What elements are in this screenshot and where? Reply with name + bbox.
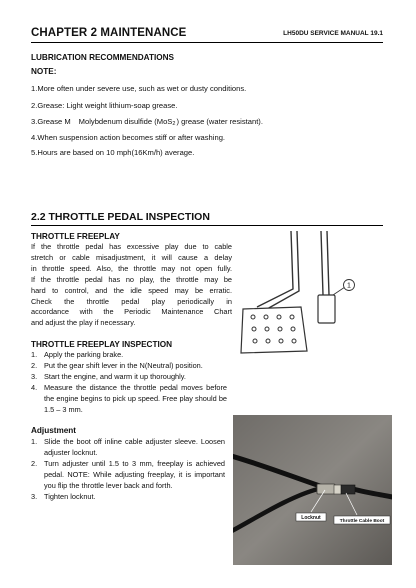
- item3-suffix: ) grease (water resistant).: [176, 117, 263, 126]
- freeplay-line: Check the throttle pedal play periodically in: [31, 296, 232, 306]
- step-text: Slide the boot off inline cable adjuster sleeve. Loosen adjuster locknut.: [44, 437, 225, 457]
- step-text: Apply the parking brake.: [44, 350, 124, 359]
- step-number: 1.: [31, 350, 38, 359]
- inspection-steps: [31, 350, 227, 415]
- chapter-title: CHAPTER 2 MAINTENANCE: [31, 27, 187, 39]
- freeplay-line: accordance with the Periodic Maintenance Chart: [31, 307, 232, 317]
- lubrication-item-1: 1.More often under severe use, such as wet or dusty conditions.: [31, 84, 247, 93]
- step-number: 3.: [31, 371, 38, 381]
- freeplay-line: hard to control, and the idle speed may be erratic.: [31, 285, 232, 295]
- lubrication-item-3: [31, 117, 263, 127]
- section-title: 2.2 THROTTLE PEDAL INSPECTION: [31, 211, 210, 223]
- locknut-label: Locknut: [301, 515, 321, 521]
- freeplay-line: If the throttle pedal has excessive play due to cable: [31, 242, 232, 251]
- inspection-step: [31, 350, 227, 361]
- step-text: Put the gear shift lever in the N(Neutral) position.: [44, 360, 203, 370]
- diagram-callout: 1: [347, 282, 351, 290]
- adjustment-steps: [31, 437, 225, 502]
- item3-subscript: 2: [172, 121, 176, 127]
- step-text: Measure the distance the throttle pedal moves before the engine begins to pick up speed. Free play should be 1.5 – 3 mm.: [44, 382, 227, 414]
- lubrication-item-2: 2.Grease: Light weight lithium-soap grease.: [31, 101, 178, 110]
- lubrication-item-4: 4.When suspension action becomes stiff or after washing.: [31, 133, 226, 142]
- freeplay-paragraph: [31, 242, 232, 329]
- note-label: NOTE:: [31, 67, 57, 76]
- freeplay-line: and adjust the play if necessary.: [31, 318, 136, 328]
- inspection-step: [31, 361, 227, 372]
- item3-prefix: 3.Grease M: [31, 117, 71, 126]
- step-text: Tighten locknut.: [44, 491, 96, 501]
- cable-adjuster-photo: [233, 415, 392, 565]
- item3-middle: Molybdenum disulfide (MoS: [78, 117, 173, 126]
- adjustment-step: [31, 492, 225, 503]
- adjustment-step: [31, 459, 225, 492]
- freeplay-heading: THROTTLE FREEPLAY: [31, 232, 120, 241]
- inspection-heading: THROTTLE FREEPLAY INSPECTION: [31, 340, 173, 349]
- step-number: 4.: [31, 382, 38, 392]
- freeplay-line: in throttle speed. Also, the throttle may not open fully.: [31, 263, 232, 273]
- boot-label: Throttle Cable Boot: [339, 519, 385, 524]
- manual-title: LH50DU SERVICE MANUAL 19.1: [283, 30, 383, 37]
- adjustment-heading: Adjustment: [31, 426, 77, 435]
- lubrication-heading: LUBRICATION RECOMMENDATIONS: [31, 53, 174, 62]
- adjustment-step: [31, 437, 225, 459]
- freeplay-line: stretch or cable misadjustment, it will cause a delay: [31, 252, 232, 262]
- step-number: 1.: [31, 437, 38, 446]
- step-number: 3.: [31, 491, 38, 501]
- throttle-pedal-diagram: [237, 229, 387, 354]
- inspection-step: [31, 372, 227, 383]
- header-divider: [31, 42, 383, 43]
- freeplay-line: If the throttle pedal has no play, the throttle may be: [31, 274, 232, 284]
- step-number: 2.: [31, 360, 38, 370]
- section-divider: [31, 225, 383, 226]
- step-text: Start the engine, and warm it up thoroughly.: [44, 371, 186, 381]
- lubrication-item-5: 5.Hours are based on 10 mph(16Km/h) average.: [31, 148, 195, 157]
- step-text: Turn adjuster until 1.5 to 3 mm, freeplay is achieved pedal. NOTE: While adjusting freeplay, it is important you flip the throttle lever back and forth.: [44, 458, 225, 490]
- step-number: 2.: [31, 458, 38, 468]
- inspection-step: [31, 383, 227, 416]
